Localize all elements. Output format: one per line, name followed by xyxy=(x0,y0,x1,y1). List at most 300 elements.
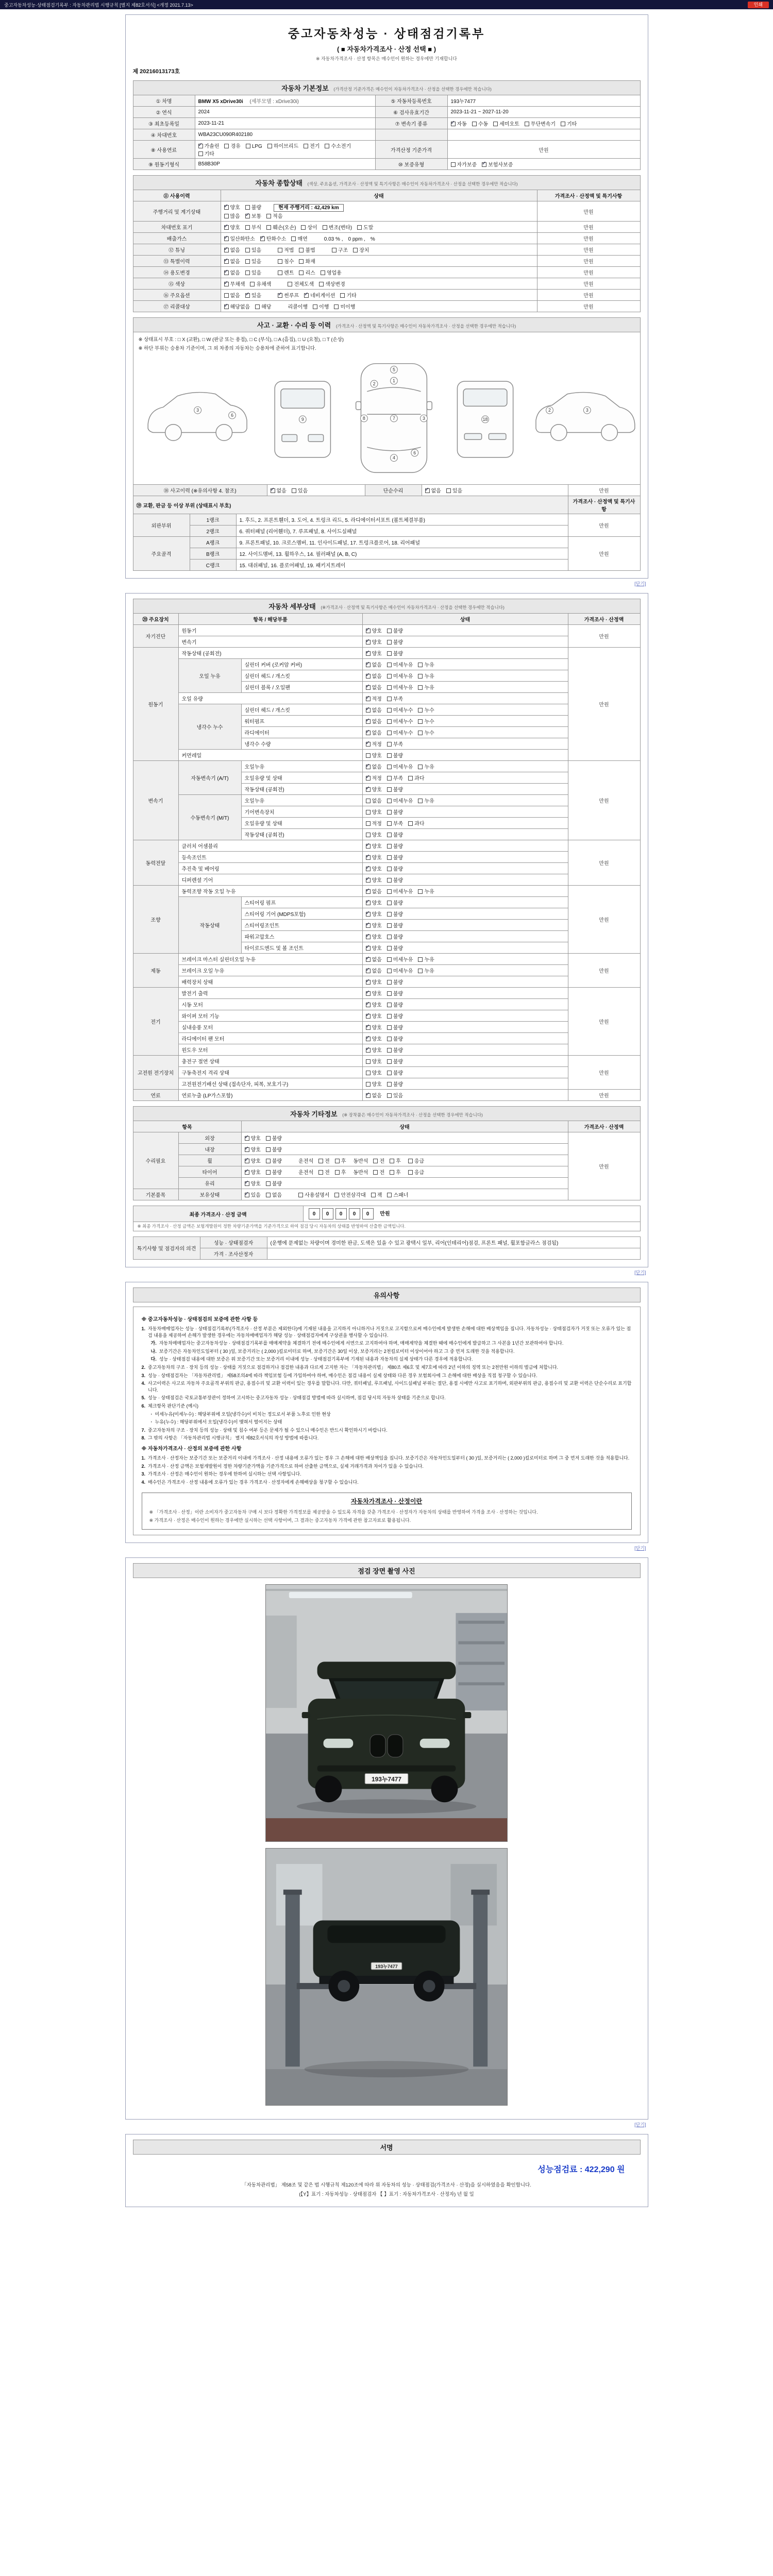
checkbox[interactable] xyxy=(319,282,324,286)
part-label: 파워고압호스 xyxy=(241,931,362,942)
notice-item xyxy=(142,1395,632,1401)
checkbox[interactable] xyxy=(245,1136,249,1141)
checkbox[interactable] xyxy=(245,270,250,275)
checkbox[interactable] xyxy=(418,719,423,724)
checkbox[interactable] xyxy=(366,1037,371,1041)
checkbox[interactable] xyxy=(387,1014,392,1019)
checkbox-group xyxy=(373,1170,406,1176)
checkbox[interactable] xyxy=(387,1082,392,1087)
checkbox[interactable] xyxy=(366,855,371,860)
text-span xyxy=(366,629,382,634)
text-el: 7 xyxy=(392,415,395,421)
checkbox[interactable] xyxy=(366,1003,371,1007)
checkbox[interactable] xyxy=(371,1193,376,1197)
checkbox[interactable] xyxy=(278,259,282,264)
checkbox[interactable] xyxy=(387,969,392,973)
state-cell xyxy=(362,965,568,976)
checkbox[interactable] xyxy=(245,293,250,298)
checkbox[interactable] xyxy=(408,1159,413,1163)
checkbox[interactable] xyxy=(387,753,392,758)
checkbox[interactable] xyxy=(245,248,250,252)
checkbox[interactable] xyxy=(387,1037,392,1041)
checkbox-label: 양호 xyxy=(372,991,382,997)
checkbox[interactable] xyxy=(260,236,265,241)
checkbox[interactable] xyxy=(408,1170,413,1175)
text-span xyxy=(366,901,382,906)
checkbox[interactable] xyxy=(366,980,371,985)
checkbox[interactable] xyxy=(425,488,430,493)
detail-row xyxy=(133,1090,640,1101)
checkbox[interactable] xyxy=(224,144,229,148)
checkbox-label: 없음 xyxy=(372,969,382,974)
checkbox[interactable] xyxy=(366,629,371,633)
text-span: 나. xyxy=(150,1348,157,1354)
part-label: 외장 xyxy=(178,1132,241,1144)
text-span xyxy=(366,663,382,668)
checkbox[interactable] xyxy=(321,270,325,275)
text-span xyxy=(366,946,382,952)
detail-row xyxy=(133,976,640,988)
checkbox[interactable] xyxy=(366,685,371,690)
checkbox-label: 불량 xyxy=(393,810,404,816)
text-span xyxy=(366,719,382,725)
text-span: 2. xyxy=(141,1463,146,1469)
checkbox[interactable] xyxy=(366,957,371,962)
checkbox-group xyxy=(408,1170,429,1176)
checkbox[interactable] xyxy=(292,488,296,493)
checkbox[interactable] xyxy=(387,1071,392,1075)
checkbox[interactable] xyxy=(366,640,371,645)
checkbox[interactable] xyxy=(387,685,392,690)
checkbox[interactable] xyxy=(387,674,392,679)
detail-row xyxy=(133,1078,640,1090)
checkbox[interactable] xyxy=(266,1136,271,1141)
checkbox[interactable] xyxy=(245,1193,249,1197)
checkbox[interactable] xyxy=(387,810,392,815)
checkbox[interactable] xyxy=(245,1170,249,1175)
overall-row xyxy=(133,222,640,233)
checkbox[interactable] xyxy=(387,1003,392,1007)
text-span xyxy=(357,225,373,231)
text-span: 8. xyxy=(141,1435,146,1441)
checkbox[interactable] xyxy=(291,236,296,241)
detail-row xyxy=(133,863,640,874)
checkbox[interactable] xyxy=(387,787,392,792)
checkbox-group xyxy=(245,1147,288,1153)
checkbox[interactable] xyxy=(561,122,565,126)
checkbox[interactable] xyxy=(334,304,339,309)
checkbox[interactable] xyxy=(418,731,423,735)
checkbox[interactable] xyxy=(313,304,317,309)
checkbox[interactable] xyxy=(266,1159,271,1163)
print-button[interactable]: 인쇄 xyxy=(748,2,769,8)
checkbox[interactable] xyxy=(418,708,423,713)
checkbox[interactable] xyxy=(298,1193,303,1197)
checkbox[interactable] xyxy=(418,685,423,690)
checkbox[interactable] xyxy=(387,946,392,951)
text-span xyxy=(387,833,403,838)
close-link[interactable]: [닫기] xyxy=(634,581,646,586)
checkbox[interactable] xyxy=(408,776,413,781)
checkbox[interactable] xyxy=(387,1093,392,1098)
checkbox[interactable] xyxy=(387,844,392,849)
checkbox[interactable] xyxy=(224,205,229,210)
checkbox[interactable] xyxy=(224,270,229,275)
price-cell: 만원 xyxy=(568,625,640,648)
checkbox[interactable] xyxy=(387,957,392,962)
checkbox[interactable] xyxy=(335,1159,340,1163)
checkbox[interactable] xyxy=(366,742,371,747)
checkbox[interactable] xyxy=(366,935,371,939)
checkbox[interactable] xyxy=(366,1059,371,1064)
state-cell xyxy=(362,1067,568,1078)
checkbox-label: 없음 xyxy=(230,248,240,253)
checkbox[interactable] xyxy=(299,248,304,252)
checkbox[interactable] xyxy=(366,1025,371,1030)
checkbox[interactable] xyxy=(224,214,229,218)
state-cell xyxy=(362,727,568,738)
checkbox[interactable] xyxy=(387,640,392,645)
checkbox[interactable] xyxy=(266,1181,271,1186)
checkbox[interactable] xyxy=(387,991,392,996)
checkbox[interactable] xyxy=(387,708,392,713)
rect-el xyxy=(473,1892,488,2067)
checkbox[interactable] xyxy=(278,293,282,298)
checkbox[interactable] xyxy=(387,867,392,871)
text-span: 동반석 xyxy=(353,1170,368,1176)
text-span: 보증기간은 자동차인도일부터 ( 30 )일, 보증거리는 ( 2,000 )킬로미터로 하며, 보증기간은 30일 이상, 보증거리는 2천킬로미터 이상이어야 하고 그 중 먼저 도래한 것을 적용합니다. xyxy=(159,1348,515,1354)
checkbox[interactable] xyxy=(366,912,371,917)
checkbox[interactable] xyxy=(387,651,392,656)
text-span: · xyxy=(150,1411,153,1417)
checkbox[interactable] xyxy=(334,1193,339,1197)
checkbox[interactable] xyxy=(224,304,229,309)
checkbox[interactable] xyxy=(366,1093,371,1098)
checkbox[interactable] xyxy=(267,144,272,148)
ellipse-el xyxy=(305,2061,469,2078)
checkbox[interactable] xyxy=(366,1014,371,1019)
checkbox-label: 불량 xyxy=(393,1025,404,1031)
checkbox[interactable] xyxy=(366,923,371,928)
checkbox-label: 누유 xyxy=(424,799,434,804)
checkbox[interactable] xyxy=(387,889,392,894)
text-span xyxy=(299,248,315,253)
checkbox[interactable] xyxy=(366,833,371,837)
transmission-options xyxy=(451,122,584,127)
checkbox[interactable] xyxy=(387,980,392,985)
checkbox[interactable] xyxy=(250,282,255,286)
checkbox[interactable] xyxy=(301,225,306,230)
price-cell: 만원 xyxy=(537,201,640,222)
text-span xyxy=(387,821,403,827)
checkbox-group xyxy=(366,629,409,634)
checkbox[interactable] xyxy=(224,225,229,230)
close-link[interactable]: [닫기] xyxy=(634,1546,646,1551)
topbar-title: 중고자동차성능·상태점검기록부 : 자동차관리법 시행규칙 [별지 제82호서식] <개정 2021.7.13> xyxy=(4,2,193,8)
checkbox-group xyxy=(366,708,440,714)
text-span xyxy=(319,282,345,287)
checkbox[interactable] xyxy=(387,799,392,803)
checkbox[interactable] xyxy=(366,1082,371,1087)
table-cell xyxy=(195,95,375,107)
part-label: 발전기 출력 xyxy=(178,988,362,999)
text-span xyxy=(482,162,513,168)
checkbox-label: 일산화탄소 xyxy=(230,236,255,242)
checkbox[interactable] xyxy=(418,663,423,667)
checkbox[interactable] xyxy=(387,833,392,837)
checkbox[interactable] xyxy=(387,878,392,883)
checkbox[interactable] xyxy=(366,663,371,667)
checkbox[interactable] xyxy=(418,799,423,803)
ellipse-el xyxy=(297,1800,477,1814)
checkbox[interactable] xyxy=(266,214,271,218)
checkbox[interactable] xyxy=(387,1193,392,1197)
checkbox[interactable] xyxy=(288,282,292,286)
checkbox[interactable] xyxy=(318,1170,323,1175)
checkbox[interactable] xyxy=(245,205,250,210)
checkbox[interactable] xyxy=(318,1159,323,1163)
overall-head-state: 상태 xyxy=(221,190,537,201)
checkbox[interactable] xyxy=(451,162,456,167)
checkbox[interactable] xyxy=(366,799,371,803)
checkbox-label: 이행 xyxy=(319,304,329,310)
block xyxy=(224,268,534,277)
text-span xyxy=(408,821,424,827)
checkbox[interactable] xyxy=(366,991,371,996)
text-span xyxy=(366,923,382,929)
block xyxy=(224,291,534,299)
checkbox[interactable] xyxy=(266,1147,271,1152)
checkbox[interactable] xyxy=(366,697,371,701)
checkbox[interactable] xyxy=(366,674,371,679)
checkbox-group xyxy=(224,236,313,242)
checkbox[interactable] xyxy=(366,844,371,849)
checkbox[interactable] xyxy=(387,629,392,633)
checkbox[interactable] xyxy=(390,1170,394,1175)
checkbox[interactable] xyxy=(451,122,456,126)
state-cell xyxy=(362,1010,568,1022)
checkbox[interactable] xyxy=(387,776,392,781)
checkbox-label: 양호 xyxy=(372,1037,382,1042)
checkbox-label: 불량 xyxy=(393,833,404,838)
checkbox[interactable] xyxy=(366,719,371,724)
table-cell xyxy=(447,129,640,141)
text-span xyxy=(267,144,298,149)
rank-row xyxy=(133,548,640,560)
checkbox[interactable] xyxy=(245,214,250,218)
text-span xyxy=(301,225,317,231)
checkbox[interactable] xyxy=(387,697,392,701)
checkbox[interactable] xyxy=(246,144,250,148)
text-span xyxy=(299,270,315,276)
checkbox[interactable] xyxy=(387,821,392,826)
checkbox[interactable] xyxy=(224,282,229,286)
checkbox[interactable] xyxy=(245,259,250,264)
checkbox[interactable] xyxy=(387,1025,392,1030)
checkbox[interactable] xyxy=(224,259,229,264)
checkbox-group xyxy=(245,1170,288,1176)
checkbox[interactable] xyxy=(245,1181,249,1186)
close-link[interactable]: [닫기] xyxy=(634,2122,646,2128)
checkbox[interactable] xyxy=(366,901,371,905)
checkbox-group xyxy=(366,957,440,963)
checkbox[interactable] xyxy=(304,293,309,298)
checkbox[interactable] xyxy=(387,855,392,860)
checkbox[interactable] xyxy=(278,248,282,252)
checkbox[interactable] xyxy=(418,674,423,679)
checkbox[interactable] xyxy=(266,1170,271,1175)
checkbox[interactable] xyxy=(387,935,392,939)
checkbox[interactable] xyxy=(366,708,371,713)
checkbox[interactable] xyxy=(304,144,308,148)
device-category-label: 자기진단 xyxy=(133,625,178,648)
checkbox[interactable] xyxy=(299,259,304,264)
checkbox[interactable] xyxy=(332,248,337,252)
checkbox[interactable] xyxy=(390,1159,394,1163)
close-link[interactable]: [닫기] xyxy=(634,1270,646,1275)
rank-label: C랭크 xyxy=(190,560,236,571)
car-diagram xyxy=(138,353,645,480)
checkbox[interactable] xyxy=(366,810,371,815)
checkbox[interactable] xyxy=(278,270,282,275)
rect-el xyxy=(289,1592,412,1598)
checkbox[interactable] xyxy=(493,122,498,126)
text-span xyxy=(387,1003,403,1008)
checkbox[interactable] xyxy=(224,248,229,252)
section-overall-state xyxy=(133,175,641,190)
checkbox[interactable] xyxy=(366,821,371,826)
checkbox[interactable] xyxy=(335,1170,340,1175)
checkbox[interactable] xyxy=(245,1159,249,1163)
rect-el xyxy=(324,1739,354,1748)
checkbox[interactable] xyxy=(387,912,392,917)
checkbox[interactable] xyxy=(366,878,371,883)
checkbox[interactable] xyxy=(245,1147,249,1152)
checkbox[interactable] xyxy=(271,488,275,493)
checkbox[interactable] xyxy=(366,969,371,973)
checkbox-label: 양호 xyxy=(372,787,382,793)
checkbox[interactable] xyxy=(366,787,371,792)
section-title: 자동차 종합상태 xyxy=(255,179,303,187)
text-span xyxy=(366,1059,382,1065)
checkbox[interactable] xyxy=(366,1048,371,1053)
checkbox[interactable] xyxy=(366,776,371,781)
checkbox[interactable] xyxy=(418,889,423,894)
checkbox[interactable] xyxy=(198,151,203,156)
checkbox[interactable] xyxy=(323,225,327,230)
checkbox[interactable] xyxy=(387,731,392,735)
checkbox[interactable] xyxy=(387,742,392,747)
checkbox-label: 리스 xyxy=(305,270,315,276)
checkbox[interactable] xyxy=(357,225,362,230)
checkbox-label: 화재 xyxy=(305,259,315,265)
checkbox[interactable] xyxy=(472,122,477,126)
basic-items-label: 기본품목 xyxy=(133,1189,178,1200)
checkbox[interactable] xyxy=(387,923,392,928)
checkbox-group xyxy=(366,1003,409,1008)
doc-subtitle: ( ■ 자동차가격조사 · 산정 선택 ■ ) xyxy=(337,45,436,53)
checkbox[interactable] xyxy=(266,1193,271,1197)
checkbox[interactable] xyxy=(387,663,392,667)
checkbox[interactable] xyxy=(366,651,371,656)
detail-row xyxy=(133,965,640,976)
checkbox[interactable] xyxy=(353,248,358,252)
sub-group-label: 작동상태 xyxy=(178,897,241,954)
checkbox[interactable] xyxy=(418,957,423,962)
checkbox[interactable] xyxy=(387,901,392,905)
checkbox[interactable] xyxy=(525,122,529,126)
part-label: 워터펌프 xyxy=(241,716,362,727)
checkbox[interactable] xyxy=(198,144,203,148)
checkbox[interactable] xyxy=(387,719,392,724)
text-span: 가격조사 · 산정자는 보증기간 또는 보증거리 이내에 가격조사 · 산정 내용에 오류가 있는 경우 그 손해에 대한 배상책임을 집니다. 보증기간은 자동차인도일부터 ( 30 )일, 보증거리는 ( 2,000 )킬로미터로 하며 그 중 먼저 도래한 것을 적용합니다. xyxy=(148,1455,630,1461)
checkbox[interactable] xyxy=(387,1048,392,1053)
notice-part1-title: ※ 중고자동차성능 · 상태점검의 보증에 관한 사항 등 xyxy=(141,1317,258,1323)
checkbox[interactable] xyxy=(373,1159,378,1163)
checkbox-label: 구조 xyxy=(338,248,348,253)
device-category-label: 동력전달 xyxy=(133,840,178,886)
checkbox-label: 적정 xyxy=(372,697,382,702)
overall-row xyxy=(133,244,640,256)
checkbox[interactable] xyxy=(325,144,329,148)
rect-el xyxy=(458,1641,505,1645)
checkbox[interactable] xyxy=(482,162,486,167)
checkbox[interactable] xyxy=(224,236,229,241)
checkbox[interactable] xyxy=(408,821,413,826)
text-span xyxy=(418,799,434,804)
checkbox[interactable] xyxy=(387,765,392,769)
checkbox[interactable] xyxy=(418,765,423,769)
checkbox[interactable] xyxy=(299,270,304,275)
tbody-el xyxy=(133,485,640,496)
checkbox[interactable] xyxy=(373,1170,378,1175)
text-span: 1. xyxy=(141,1326,146,1331)
detail-row xyxy=(133,795,640,806)
text-span xyxy=(245,1159,261,1164)
text-span xyxy=(245,1170,261,1176)
top-bar xyxy=(0,0,773,9)
checkbox[interactable] xyxy=(366,889,371,894)
checkbox-group xyxy=(366,980,409,986)
table-row xyxy=(133,485,640,496)
part-label: 윈도우 모터 xyxy=(178,1044,362,1056)
checkbox[interactable] xyxy=(366,753,371,758)
checkbox[interactable] xyxy=(366,731,371,735)
checkbox[interactable] xyxy=(387,1059,392,1064)
checkbox[interactable] xyxy=(366,1071,371,1075)
checkbox[interactable] xyxy=(418,969,423,973)
checkbox[interactable] xyxy=(224,293,229,298)
checkbox[interactable] xyxy=(366,946,371,951)
other-row xyxy=(133,1132,640,1144)
checkbox[interactable] xyxy=(245,225,250,230)
checkbox-label: 불량 xyxy=(251,205,262,211)
checkbox[interactable] xyxy=(340,293,345,298)
checkbox[interactable] xyxy=(366,765,371,769)
checkbox[interactable] xyxy=(255,304,260,309)
reg-no-label: ⑤ 자동차등록번호 xyxy=(375,95,447,107)
checkbox[interactable] xyxy=(266,225,271,230)
checkbox-group xyxy=(298,1193,413,1198)
checkbox[interactable] xyxy=(446,488,451,493)
checkbox[interactable] xyxy=(366,867,371,871)
overall-head-price: 가격조사 · 산정액 및 특기사항 xyxy=(537,190,640,201)
text-span: 가격조사 · 산정 금액은 보험개발원이 정한 차량기준가액을 기준가격으로 하여 산출한 금액으로, 실제 거래가격과 차이가 있을 수 있습니다. xyxy=(148,1463,424,1469)
text-span xyxy=(387,810,403,816)
device-category-label: 원동기 xyxy=(133,648,178,761)
text-span: 7. xyxy=(141,1427,146,1433)
text-span xyxy=(373,1159,384,1164)
